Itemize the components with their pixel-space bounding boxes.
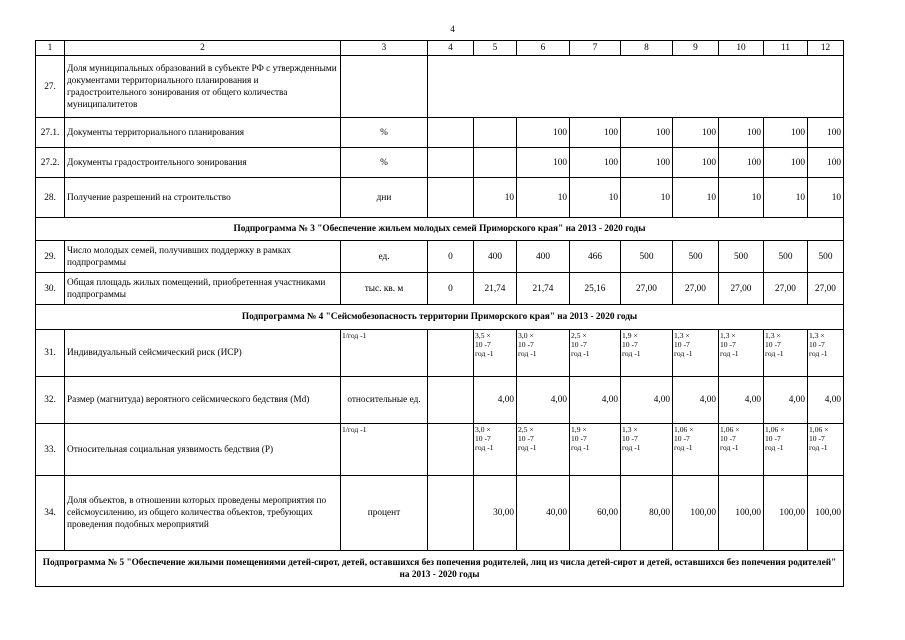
value-cell: 100: [673, 148, 719, 178]
row-number: 28.: [36, 178, 65, 218]
column-header: 1: [36, 41, 65, 56]
value-unit: год -1: [571, 349, 590, 358]
value-cell: 25,16: [570, 273, 621, 305]
value-cell: 500: [808, 241, 844, 273]
value-cell: 21,74: [474, 273, 517, 305]
value-exponent: 10 -7: [518, 340, 534, 349]
value-coefficient: 1,3 ×: [674, 331, 690, 340]
unit-cell: %: [341, 148, 428, 178]
value-exponent: 10 -7: [571, 434, 587, 443]
value-cell: 10: [764, 178, 808, 218]
column-header: 9: [673, 41, 719, 56]
value-unit: год -1: [571, 443, 590, 452]
table-row: [36, 330, 844, 377]
value-cell: 100: [621, 118, 673, 148]
indicator-name: Документы градостроительного зонирования: [65, 148, 341, 178]
value-cell: 27,00: [621, 273, 673, 305]
value-coefficient: 1,3 ×: [809, 331, 825, 340]
value-cell: [517, 330, 570, 377]
value-cell: [621, 424, 673, 476]
column-header: 6: [517, 41, 570, 56]
value-coefficient: 3,0 ×: [518, 331, 534, 340]
column-header: 7: [570, 41, 621, 56]
row-number: 29.: [36, 241, 65, 273]
value-cell: 4,00: [621, 377, 673, 424]
value-cell: 21,74: [517, 273, 570, 305]
header-row: [36, 41, 844, 56]
value-cell: [428, 424, 474, 476]
value-cell: [428, 118, 474, 148]
value-unit: год -1: [720, 349, 739, 358]
indicator-name: Число молодых семей, получивших поддержку в рамках подпрограммы: [65, 241, 341, 273]
value-cell: 10: [570, 178, 621, 218]
table-row: [36, 273, 844, 305]
column-header: 5: [474, 41, 517, 56]
row-number: 32.: [36, 377, 65, 424]
value-cell: [474, 424, 517, 476]
value-cell: 10: [719, 178, 764, 218]
value-cell: [719, 424, 764, 476]
table-row: [36, 56, 844, 118]
value-cell: 100: [808, 118, 844, 148]
value-cell: 500: [719, 241, 764, 273]
value-exponent: 10 -7: [720, 340, 736, 349]
value-cell: 10: [673, 178, 719, 218]
value-cell: 100,00: [808, 476, 844, 551]
section-title: Подпрограмма № 3 "Обеспечение жильем молодых семей Приморского края" на 2013 - 2020 годы: [36, 218, 844, 241]
value-cell: 10: [621, 178, 673, 218]
section-row: [36, 551, 844, 587]
value-coefficient: 1,9 ×: [571, 425, 587, 434]
value-cell: [428, 148, 474, 178]
indicator-name: Получение разрешений на строительство: [65, 178, 341, 218]
indicator-name: Документы территориального планирования: [65, 118, 341, 148]
indicator-name: Индивидуальный сейсмический риск (ИСР): [65, 330, 341, 377]
value-coefficient: 2,5 ×: [518, 425, 534, 434]
row-number: 27.: [36, 56, 65, 118]
value-coefficient: 1,3 ×: [622, 425, 638, 434]
unit-cell: 1/год -1: [341, 330, 428, 377]
value-cell: 4,00: [474, 377, 517, 424]
table-row: [36, 148, 844, 178]
unit-cell: [341, 56, 428, 118]
row-number: 33.: [36, 424, 65, 476]
section-row: [36, 218, 844, 241]
column-header: 11: [764, 41, 808, 56]
row-number: 34.: [36, 476, 65, 551]
value-cell: 100: [570, 148, 621, 178]
table-row: [36, 377, 844, 424]
value-cell: 30,00: [474, 476, 517, 551]
indicator-name: Относительная социальная уязвимость бедствия (P): [65, 424, 341, 476]
unit-cell: 1/год -1: [341, 424, 428, 476]
section-title: Подпрограмма № 5 "Обеспечение жилыми помещениями детей-сирот, детей, оставшихся без попечения родителей, лиц из числа детей-сирот и детей, оставшихся без попечения родителей" на 2013 - 2020 годы: [36, 551, 844, 587]
value-cell: 500: [621, 241, 673, 273]
value-cell: [719, 330, 764, 377]
value-cell: [673, 330, 719, 377]
table-row: [36, 476, 844, 551]
value-unit: год -1: [809, 443, 828, 452]
value-cell: 100,00: [673, 476, 719, 551]
value-cell: 100,00: [719, 476, 764, 551]
value-cell: [808, 424, 844, 476]
value-exponent: 10 -7: [475, 434, 491, 443]
value-cell: 4,00: [517, 377, 570, 424]
value-cell: 100: [517, 118, 570, 148]
value-cell: 4,00: [570, 377, 621, 424]
value-exponent: 10 -7: [475, 340, 491, 349]
value-cell: 100,00: [764, 476, 808, 551]
table-row: [36, 178, 844, 218]
value-cell: [428, 377, 474, 424]
value-cell: 100: [673, 118, 719, 148]
value-cell: 100: [764, 148, 808, 178]
row-number: 30.: [36, 273, 65, 305]
value-cell: 4,00: [673, 377, 719, 424]
unit-cell: дни: [341, 178, 428, 218]
value-unit: год -1: [518, 443, 537, 452]
row-number: 27.1.: [36, 118, 65, 148]
indicator-name: Доля объектов, в отношении которых проведены мероприятия по сейсмоусилению, из общего количества объектов, требующих проведения подобных мероприятий: [65, 476, 341, 551]
value-cell: 4,00: [719, 377, 764, 424]
value-cell: 500: [764, 241, 808, 273]
value-cell: 27,00: [673, 273, 719, 305]
value-exponent: 10 -7: [674, 434, 690, 443]
column-header: 12: [808, 41, 844, 56]
unit-cell: тыс. кв. м: [341, 273, 428, 305]
value-coefficient: 1,06 ×: [674, 425, 694, 434]
value-cell: 40,00: [517, 476, 570, 551]
column-header: 4: [428, 41, 474, 56]
value-exponent: 10 -7: [674, 340, 690, 349]
value-cell: 100: [719, 118, 764, 148]
empty-cell: [428, 56, 844, 118]
value-cell: 10: [474, 178, 517, 218]
value-cell: [764, 330, 808, 377]
value-exponent: 10 -7: [765, 434, 781, 443]
unit-cell: относительные ед.: [341, 377, 428, 424]
unit-cell: %: [341, 118, 428, 148]
value-exponent: 10 -7: [571, 340, 587, 349]
value-cell: 100: [719, 148, 764, 178]
value-cell: 27,00: [808, 273, 844, 305]
value-cell: 100: [808, 148, 844, 178]
column-header: 2: [65, 41, 341, 56]
value-unit: год -1: [765, 443, 784, 452]
indicators-table: [35, 40, 844, 587]
value-cell: [474, 330, 517, 377]
value-coefficient: 1,06 ×: [720, 425, 740, 434]
indicator-name: Размер (магнитуда) вероятного сейсмического бедствия (Md): [65, 377, 341, 424]
value-exponent: 10 -7: [809, 340, 825, 349]
value-coefficient: 1,3 ×: [720, 331, 736, 340]
value-cell: 100: [570, 118, 621, 148]
section-title: Подпрограмма № 4 "Сейсмобезопасность территории Приморского края" на 2013 - 2020 годы: [36, 305, 844, 330]
value-cell: [570, 330, 621, 377]
value-cell: 10: [517, 178, 570, 218]
value-unit: год -1: [518, 349, 537, 358]
value-cell: 10: [808, 178, 844, 218]
column-header: 10: [719, 41, 764, 56]
value-cell: [428, 178, 474, 218]
value-cell: 400: [474, 241, 517, 273]
indicator-name: Доля муниципальных образований в субъекте РФ с утвержденными документами территориального планирования и градостроительного зонирования от общего количества муниципалитетов: [65, 56, 341, 118]
value-unit: год -1: [475, 349, 494, 358]
value-cell: 500: [673, 241, 719, 273]
column-header: 3: [341, 41, 428, 56]
value-coefficient: 1,9 ×: [622, 331, 638, 340]
value-cell: [621, 330, 673, 377]
value-coefficient: 1,06 ×: [809, 425, 829, 434]
value-cell: 4,00: [808, 377, 844, 424]
value-cell: 0: [428, 241, 474, 273]
table-row: [36, 424, 844, 476]
value-cell: 100: [764, 118, 808, 148]
value-exponent: 10 -7: [720, 434, 736, 443]
value-cell: [517, 424, 570, 476]
value-cell: 0: [428, 273, 474, 305]
value-exponent: 10 -7: [809, 434, 825, 443]
value-cell: 27,00: [719, 273, 764, 305]
value-unit: год -1: [622, 443, 641, 452]
value-unit: год -1: [720, 443, 739, 452]
value-cell: [808, 330, 844, 377]
value-coefficient: 1,3 ×: [765, 331, 781, 340]
indicator-name: Общая площадь жилых помещений, приобретенная участниками подпрограммы: [65, 273, 341, 305]
value-coefficient: 3,0 ×: [475, 425, 491, 434]
value-cell: [570, 424, 621, 476]
row-number: 27.2.: [36, 148, 65, 178]
value-cell: 27,00: [764, 273, 808, 305]
value-cell: [474, 118, 517, 148]
value-cell: 80,00: [621, 476, 673, 551]
unit-cell: процент: [341, 476, 428, 551]
row-number: 31.: [36, 330, 65, 377]
value-cell: [764, 424, 808, 476]
value-unit: год -1: [674, 349, 693, 358]
value-exponent: 10 -7: [765, 340, 781, 349]
page-number: 4: [450, 24, 455, 34]
value-exponent: 10 -7: [622, 434, 638, 443]
table-row: [36, 118, 844, 148]
value-cell: 466: [570, 241, 621, 273]
column-header: 8: [621, 41, 673, 56]
value-unit: год -1: [765, 349, 784, 358]
value-unit: год -1: [809, 349, 828, 358]
value-coefficient: 1,06 ×: [765, 425, 785, 434]
value-unit: год -1: [622, 349, 641, 358]
value-exponent: 10 -7: [518, 434, 534, 443]
table-row: [36, 241, 844, 273]
value-cell: 60,00: [570, 476, 621, 551]
value-cell: [474, 148, 517, 178]
value-cell: 100: [517, 148, 570, 178]
value-coefficient: 2,5 ×: [571, 331, 587, 340]
value-exponent: 10 -7: [622, 340, 638, 349]
value-cell: [673, 424, 719, 476]
section-row: [36, 305, 844, 330]
value-cell: [428, 476, 474, 551]
unit-cell: ед.: [341, 241, 428, 273]
value-unit: год -1: [674, 443, 693, 452]
value-cell: 100: [621, 148, 673, 178]
value-cell: 400: [517, 241, 570, 273]
value-coefficient: 3,5 ×: [475, 331, 491, 340]
value-cell: [428, 330, 474, 377]
value-unit: год -1: [475, 443, 494, 452]
value-cell: 4,00: [764, 377, 808, 424]
